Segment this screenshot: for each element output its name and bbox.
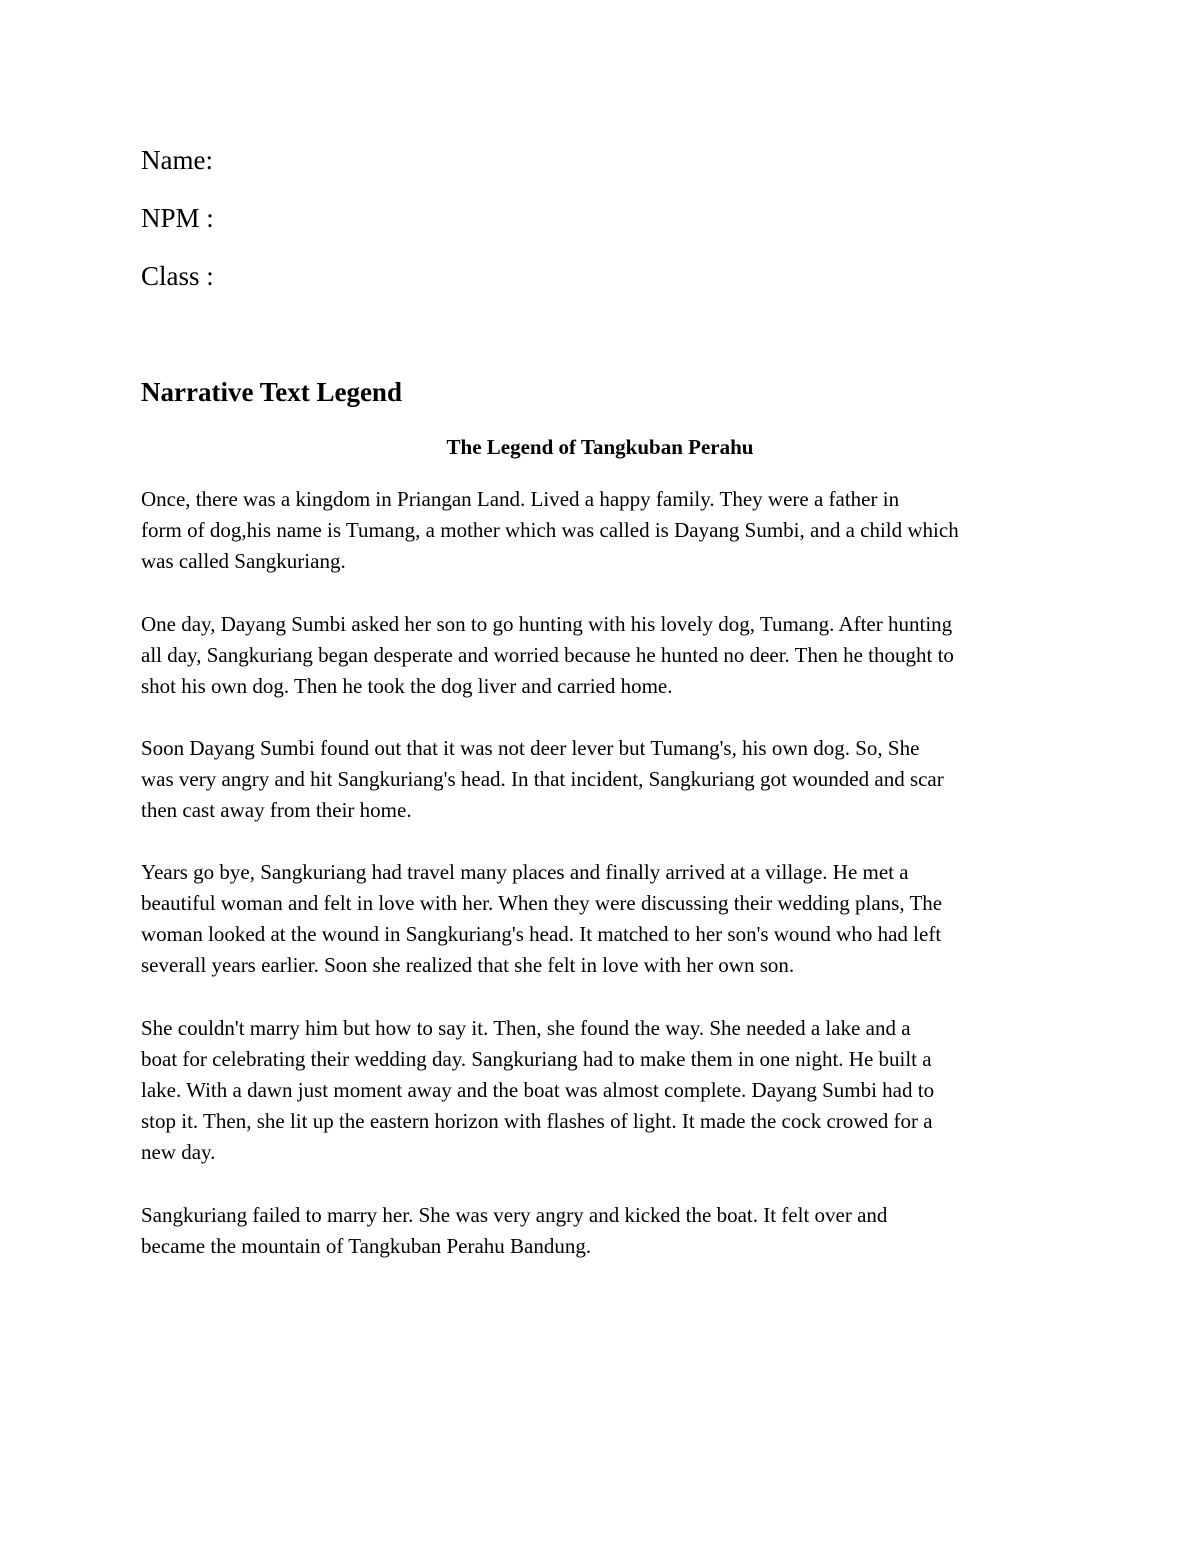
story-paragraph: She couldn't marry him but how to say it. Then, she found the way. She needed a lake and a boat for celebrating their wedding day. Sangkuriang had to make them in one night. He built a lake. With a dawn just moment away and the boat was almost complete. Dayang Sumbi had to stop it. Then, she lit up the eastern horizon with flashes of light. It made the cock crowed for a new day. bbox=[141, 1016, 935, 1164]
story-paragraph: Years go bye, Sangkuriang had travel many places and finally arrived at a village. He met a beautiful woman and felt in love with her. When they were discussing their wedding plans, The woman looked at the wound in Sangkuriang's head. It matched to her son's wound who had left severall years earlier. Soon she realized that she felt in love with her own son. bbox=[141, 860, 943, 977]
name-field-label: Name: bbox=[141, 145, 213, 175]
class-field-label: Class : bbox=[141, 261, 214, 291]
section-heading: Narrative Text Legend bbox=[141, 377, 402, 407]
story-paragraph: Soon Dayang Sumbi found out that it was not deer lever but Tumang's, his own dog. So, She was very angry and hit Sangkuriang's head. In that incident, Sangkuriang got wounded and scar then cast away from their home. bbox=[141, 736, 944, 822]
story-paragraph: Once, there was a kingdom in Priangan Land. Lived a happy family. They were a father in form of dog,his name is Tumang, a mother which was called is Dayang Sumbi, and a child which was called Sangkuriang. bbox=[141, 487, 959, 573]
story-paragraph: One day, Dayang Sumbi asked her son to go hunting with his lovely dog, Tumang. After hunting all day, Sangkuriang began desperate and worried because he hunted no deer. Then he thought to shot his own dog. Then he took the dog liver and carried home. bbox=[141, 612, 954, 698]
story-title: The Legend of Tangkuban Perahu bbox=[446, 435, 754, 459]
npm-field-label: NPM : bbox=[141, 203, 214, 233]
story-paragraph: Sangkuriang failed to marry her. She was very angry and kicked the boat. It felt over and became the mountain of Tangkuban Perahu Bandung. bbox=[141, 1203, 888, 1258]
